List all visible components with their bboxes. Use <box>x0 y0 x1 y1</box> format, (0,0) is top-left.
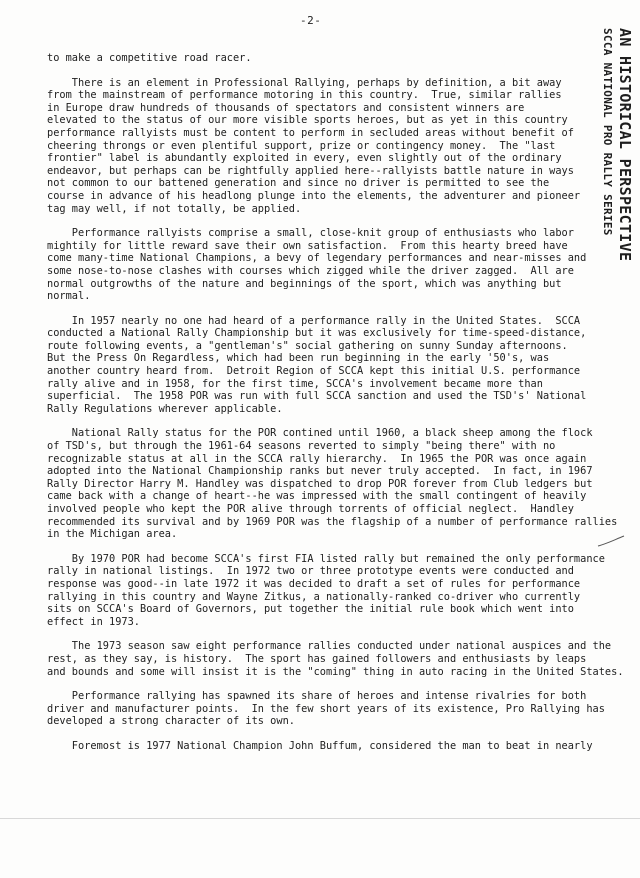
page-number: -2- <box>300 14 322 27</box>
pen-mark-icon <box>596 534 626 550</box>
paragraph-professional-rallying: There is an element in Professional Rallying, perhaps by definition, a bit away from the mainstream of performance motoring in this country. True, similar rallies in Europe draw hundreds of thousands of spectators and consistent winners are elevated to the status of our more visible sports heroes, but as yet in this country performance rallyists must be content to perform in secluded areas without benefit of cheering throngs or even plentiful support, prize or contingency money. The "last frontier" label is abundantly exploited in every, even slightly out of the ordinary endeavor, but perhaps can be rightfully applied here--rallyists battle nature in ways not common to our battened generation and since no driver is permitted to see the course in advance of his headlong plunge into the elements, the adventurer and pioneer tag may well, if not totally, be applied. <box>47 76 581 215</box>
side-subtitle: SCCA NATIONAL PRO RALLY SERIES <box>601 28 614 236</box>
paragraph-continuation: to make a competitive road racer. <box>47 52 252 64</box>
paragraph-rallyists-group: Performance rallyists comprise a small, close-knit group of enthusiasts who labor mightily for little reward save their own satisfaction. From this hearty breed have come many-time National Champions, a bevy of legendary performances and near-misses and some nose-to-nose clashes with courses which zigged while the driver zagged. All are normal outgrowths of the nature and beginnings of the sport, which was anything but normal. <box>47 227 587 303</box>
paragraph-1957-history: In 1957 nearly no one had heard of a performance rally in the United States. SCCA conducted a National Rally Championship but it was exclusively for time-speed-distance, route following events, a "gentleman's" social gathering on sunny Sunday afternoons. But the Press On Regardless, which had been run beginning in the early '50's, was another country heard from. Detroit Region of SCCA kept this initial U.S. performance rally alive and in 1958, for the first time, SCCA's involvement became more than superficial. The 1958 POR was run with full SCCA sanction and used the TSD's' National Rally Regulations wherever applicable. <box>47 314 587 415</box>
paragraph-national-rally-status: National Rally status for the POR contined until 1960, a black sheep among the flock of TSD's, but through the 1961-64 seasons reverted to simply "being there" with no recognizable status at all in the SCCA rally hierarchy. In 1965 the POR was once again adopted into the National Championship ranks but never truly accepted. In fact, in 1967 Rally Director Harry M. Handley was dispatched to drop POR forever from Club ledgers but came back with a change of heart--he was impressed with the small contingent of heavily involved people who kept the POR alive through torrents of official neglect. Handley recommended its survival and by 1969 POR was the flagship of a number of performance rallies in the Michigan area. <box>47 427 618 541</box>
paragraph-1970-fia: By 1970 POR had become SCCA's first FIA listed rally but remained the only performance rally in national listings. In 1972 two or three prototype events were conducted and response was good--in late 1972 it was decided to draft a set of rules for performance rallying in this country and Wayne Zitkus, a nationally-ranked co-driver who currently sits on SCCA's Board of Governors, put together the initial rule book which went into effect in 1973. <box>47 552 605 628</box>
paragraph-heroes-rivalries: Performance rallying has spawned its share of heroes and intense rivalries for both driver and manufacturer points. In the few short years of its existence, Pro Rallying has developed a strong character of its own. <box>47 690 605 728</box>
paragraph-1973-season: The 1973 season saw eight performance rallies conducted under national auspices and the rest, as they say, is history. The sport has gained followers and enthusiasts by leaps and bounds and some will insist it is the "coming" thing in auto racing in the United States. <box>47 640 624 678</box>
page-edge-line <box>0 818 640 819</box>
side-title: AN HISTORICAL PERSPECTIVE <box>616 28 634 262</box>
paragraph-john-buffum: Foremost is 1977 National Champion John Buffum, considered the man to beat in nearly <box>47 739 593 752</box>
